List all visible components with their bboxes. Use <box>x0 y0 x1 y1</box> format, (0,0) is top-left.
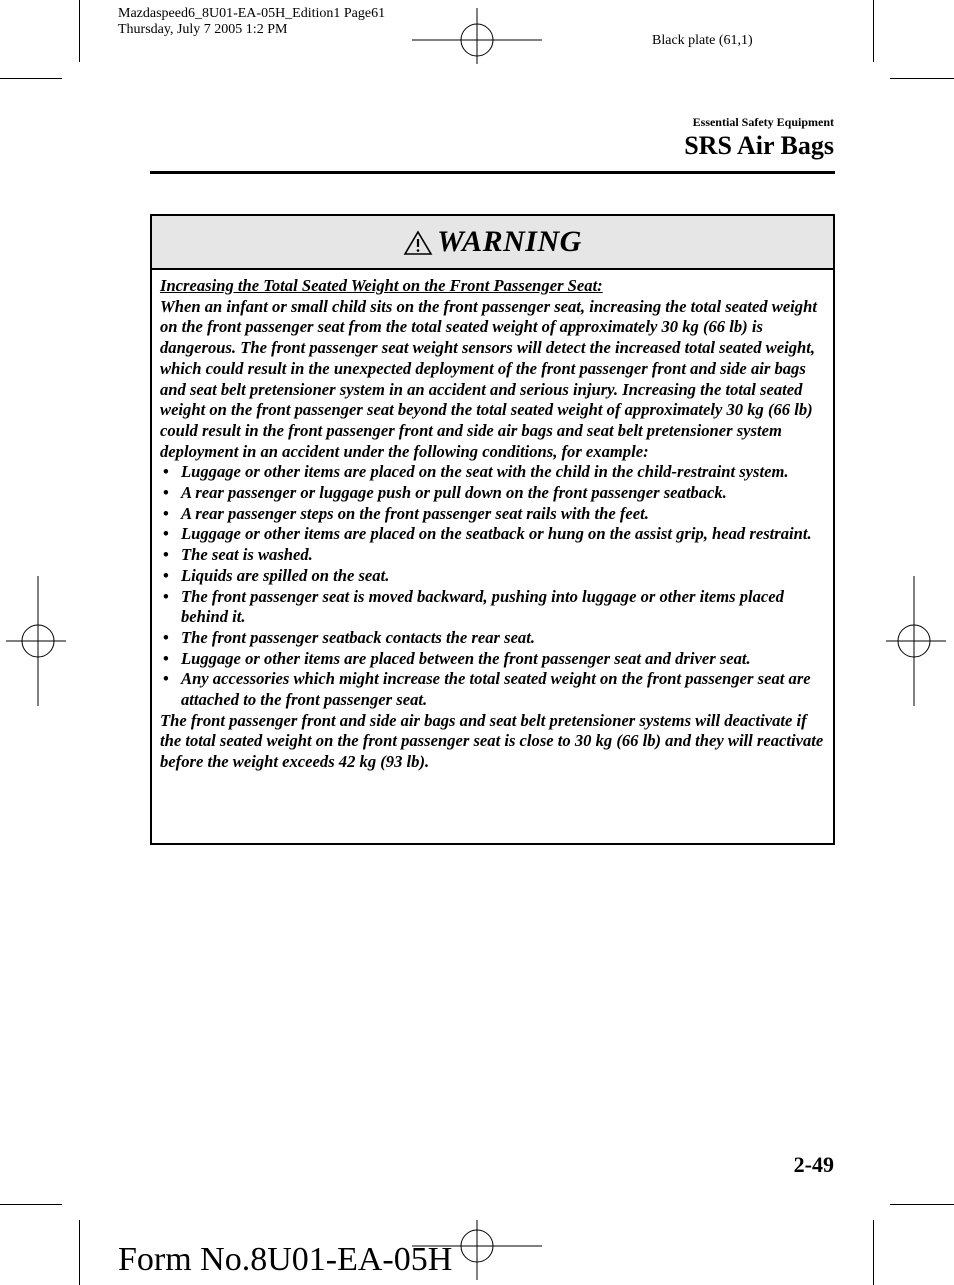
bullet-icon: • <box>163 545 169 565</box>
list-item-text: Luggage or other items are placed between the front passenger seat and driver seat. <box>181 648 751 668</box>
bullet-icon: • <box>163 462 169 482</box>
bullet-icon: • <box>163 503 169 523</box>
warning-title: WARNING <box>437 225 582 258</box>
list-item-text: Any accessories which might increase the total seated weight on the front passenger seat are attached to the front passenger seat. <box>181 669 811 710</box>
print-meta-filename: Mazdaspeed6_8U01-EA-05H_Edition1 Page61 <box>118 6 386 21</box>
bullet-icon: • <box>163 648 169 668</box>
crop-mark <box>79 1220 80 1285</box>
crop-mark <box>0 1204 62 1205</box>
crop-mark <box>79 0 80 62</box>
list-item-text: The seat is washed. <box>181 545 313 565</box>
warning-header <box>152 216 833 270</box>
list-item <box>160 587 825 628</box>
bullet-icon: • <box>163 586 169 606</box>
warning-box <box>150 214 835 845</box>
crop-mark <box>873 0 874 62</box>
list-item <box>160 649 825 670</box>
page-title: SRS Air Bags <box>684 131 834 160</box>
list-item-text: A rear passenger steps on the front passenger seat rails with the feet. <box>181 503 649 523</box>
list-item-text: A rear passenger or luggage push or pull down on the front passenger seatback. <box>181 483 727 503</box>
plate-label: Black plate (61,1) <box>652 33 753 48</box>
list-item <box>160 524 825 545</box>
warning-intro: When an infant or small child sits on the front passenger seat, increasing the total seated weight on the front passenger seat from the total seated weight of approximately 30 kg (66 lb) is dangerous. The front passenger seat weight sensors will detect the increased total seated weight, which could result in the unexpected deployment of the front passenger front and side air bags and seat belt pretensioner system in an accident and serious injury. Increasing the total seated weight on the front passenger seat beyond the total seated weight of approximately 30 kg (66 lb) could result in the front passenger front and side air bags and seat belt pretensioner system deployment in an accident under the following conditions, for example: <box>160 296 817 461</box>
crop-mark <box>890 1204 954 1205</box>
list-item <box>160 669 825 710</box>
list-item <box>160 545 825 566</box>
list-item-text: The front passenger seatback contacts the rear seat. <box>181 627 535 647</box>
print-meta-timestamp: Thursday, July 7 2005 1:2 PM <box>118 22 288 37</box>
form-number: Form No.8U01-EA-05H <box>118 1241 453 1278</box>
bullet-icon: • <box>163 524 169 544</box>
crop-mark <box>0 78 62 79</box>
list-item <box>160 462 825 483</box>
list-item-text: Liquids are spilled on the seat. <box>181 565 390 585</box>
list-item-text: Luggage or other items are placed on the seatback or hung on the assist grip, head restraint. <box>181 524 812 544</box>
list-item <box>160 483 825 504</box>
page-number: 2-49 <box>793 1152 834 1177</box>
bullet-icon: • <box>163 669 169 689</box>
list-item <box>160 504 825 525</box>
warning-triangle-icon <box>403 230 433 256</box>
print-metadata <box>118 6 385 38</box>
crop-mark <box>873 1220 874 1285</box>
warning-body <box>152 270 833 773</box>
registration-mark-icon <box>6 576 70 706</box>
header-divider <box>150 171 835 174</box>
bullet-icon: • <box>163 565 169 585</box>
list-item-text: Luggage or other items are placed on the seat with the child in the child-restraint system. <box>181 462 789 482</box>
list-item <box>160 566 825 587</box>
registration-mark-icon <box>412 8 542 72</box>
list-item-text: The front passenger seat is moved backward, pushing into luggage or other items placed behind it. <box>181 586 784 627</box>
bullet-icon: • <box>163 627 169 647</box>
registration-mark-icon <box>882 576 946 706</box>
warning-closing: The front passenger front and side air bags and seat belt pretensioner systems will deactivate if the total seated weight on the front passenger seat is close to 30 kg (66 lb) and they will reactivate before the weight exceeds 42 kg (93 lb). <box>160 710 824 772</box>
list-item <box>160 628 825 649</box>
warning-subheading: Increasing the Total Seated Weight on the Front Passenger Seat: <box>160 276 603 295</box>
warning-conditions-list <box>160 462 825 710</box>
crop-mark <box>890 78 954 79</box>
bullet-icon: • <box>163 483 169 503</box>
section-label: Essential Safety Equipment <box>692 115 834 129</box>
